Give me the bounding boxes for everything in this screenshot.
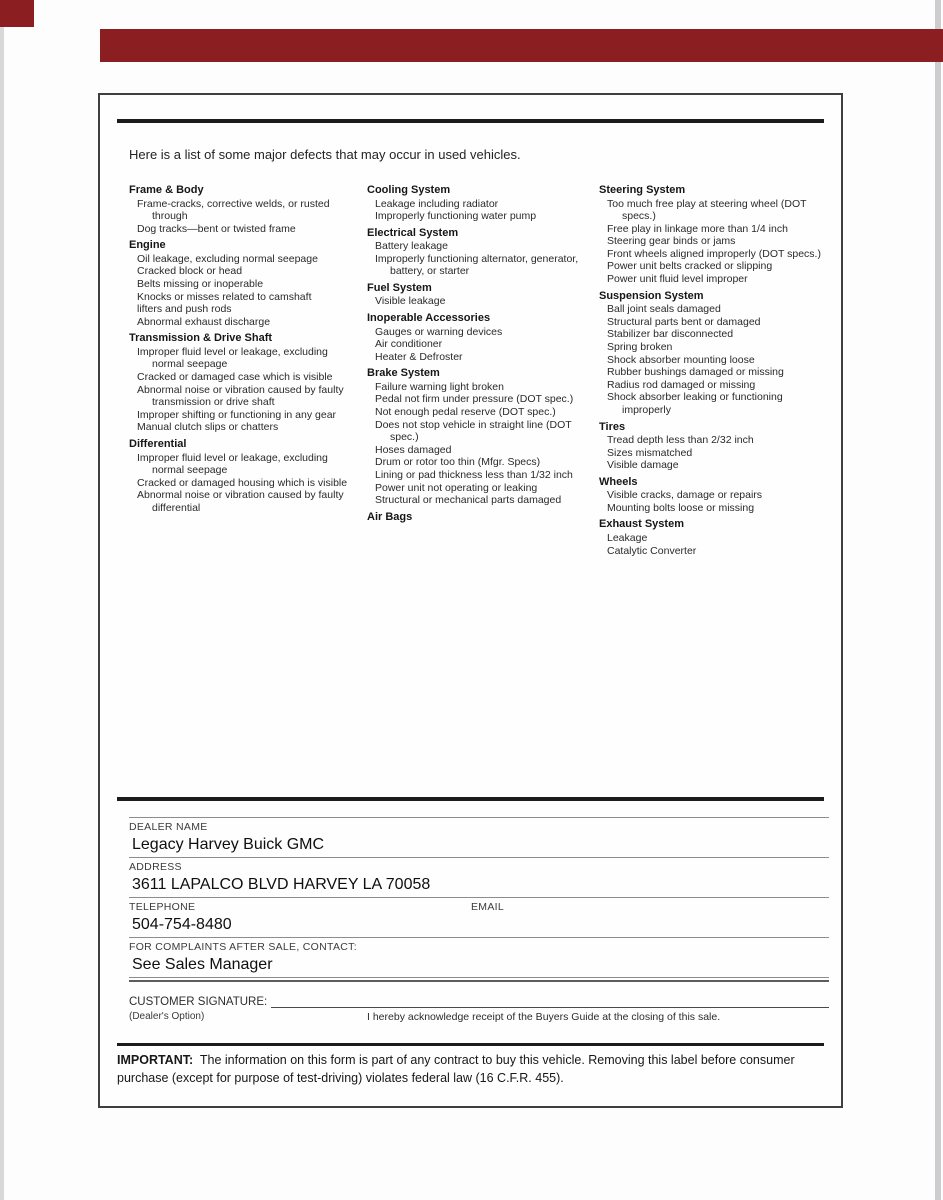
email-label: EMAIL [471,901,505,913]
defect-section [367,184,593,223]
right-edge-shadow [935,0,941,1200]
acknowledgement-text: I hereby acknowledge receipt of the Buyers Guide at the closing of this sale. [367,1011,721,1023]
defect-item: Abnormal exhaust discharge [137,315,271,328]
defect-item: Manual clutch slips or chatters [137,421,279,434]
defect-item: Ball joint seals damaged [607,303,721,316]
dealer-fields [129,817,829,982]
dealer-name-value: Legacy Harvey Buick GMC [132,836,325,853]
defect-item: Oil leakage, excluding normal seepage [137,252,318,265]
defect-section [367,511,593,525]
defect-section-heading: Steering System [599,184,686,196]
defect-item: Power unit not operating or leaking [375,481,538,494]
defect-item: Gauges or warning devices [375,325,503,338]
defect-section-heading: Brake System [367,367,440,380]
defect-section [367,227,593,278]
defect-section [367,367,593,506]
defect-item: Cracked block or head [137,265,243,278]
defect-section-heading: Cooling System [367,184,451,196]
defect-item: Cracked or damaged housing which is visible [137,476,348,489]
defect-item: Lining or pad thickness less than 1/32 inch [375,469,573,481]
defect-item: Improperly functioning alternator, generator, battery, or starter [375,252,579,278]
defect-item: Improper shifting or functioning in any gear [137,408,337,421]
defect-item: Mounting bolts loose or missing [607,501,755,514]
email-cell [471,900,829,935]
telephone-label: TELEPHONE [129,901,196,913]
field-row-dealer-name [129,817,829,858]
important-notice [117,1052,826,1087]
defect-column [367,184,599,561]
defect-section-heading: Frame & Body [129,184,204,196]
defect-item: Leakage [607,531,648,544]
red-banner-fragment-small [0,0,34,27]
dealer-section-rule [117,797,824,801]
defect-item: Rubber bushings damaged or missing [607,366,784,379]
important-text: The information on this form is part of any contract to buy this vehicle. Removing this label before consumer purchase (except for purpose of test-driving) violates federal law (16 C.F.R. 455). [117,1053,795,1085]
defect-item: Abnormal noise or vibration caused by faulty differential [137,489,344,514]
defect-item: Hoses damaged [375,443,452,456]
defect-item: Visible leakage [375,295,446,308]
defect-column [129,184,367,561]
defect-item: Power unit fluid level improper [607,273,748,286]
defect-item: Shock absorber mounting loose [607,353,755,366]
defect-item: Improperly functioning water pump [375,210,537,223]
defect-item: Failure warning light broken [375,380,504,393]
defect-item: Catalytic Converter [607,544,697,557]
defect-column [599,184,829,561]
defect-item: Free play in linkage more than 1/4 inch [607,222,788,235]
defect-section-heading: Wheels [599,475,638,488]
defect-section-heading: Exhaust System [599,518,684,531]
defect-section [599,421,823,472]
defect-item: Steering gear binds or jams [607,235,736,248]
defect-item: Too much free play at steering wheel (DOT specs.) [607,197,807,223]
defect-section-heading: Electrical System [367,226,459,239]
field-row-telephone-email [129,898,829,938]
top-divider-rule [117,119,824,123]
defect-item: Pedal not firm under pressure (DOT spec.) [375,393,574,406]
important-label: IMPORTANT: [117,1053,194,1067]
field-row-complaints [129,938,829,978]
defect-item: Improper fluid level or leakage, excluding normal seepage [137,451,328,477]
defect-item: Battery leakage [375,240,448,253]
defect-section [129,438,361,514]
defect-item: Radius rod damaged or missing [607,378,756,391]
defect-item: Heater & Defroster [375,350,463,363]
dealers-option-note: (Dealer's Option) [129,1011,205,1022]
defect-item: Front wheels aligned improperly (DOT specs.) [607,247,821,260]
defect-item: Power unit belts cracked or slipping [607,260,773,273]
defect-section-heading: Fuel System [367,281,432,294]
defect-item: Knocks or misses related to camshaft [137,290,312,303]
defect-section [599,476,823,515]
defect-item: Dog tracks—bent or twisted frame [137,222,296,235]
defect-item: Visible cracks, damage or repairs [607,489,763,502]
defect-item: Structural parts bent or damaged [607,315,761,328]
customer-signature-block [129,995,829,1023]
defect-item: Abnormal noise or vibration caused by faulty transmission or drive shaft [137,383,344,409]
complaints-double-line [129,980,829,982]
signature-subrow [129,1011,829,1023]
defect-item: Shock absorber leaking or functioning improperly [607,391,783,416]
defect-section-heading: Suspension System [599,289,704,302]
field-row-address [129,858,829,898]
defect-section [367,282,593,308]
address-value: 3611 LAPALCO BLVD HARVEY LA 70058 [132,876,431,893]
defect-section-heading: Inoperable Accessories [367,312,491,325]
defect-item: Tread depth less than 2/32 inch [607,434,754,446]
customer-signature-label: CUSTOMER SIGNATURE: [129,996,268,1008]
defect-section [129,184,361,235]
defect-item: Belts missing or inoperable [137,277,264,290]
defect-section [129,332,361,434]
defect-section-heading: Engine [129,239,166,252]
red-banner-fragment-wide [100,29,943,62]
defect-section [599,290,823,417]
customer-signature-row [129,995,829,1008]
defect-item: Stabilizer bar disconnected [607,328,734,341]
defect-item: Air conditioner [375,338,443,351]
defect-item: Does not stop vehicle in straight line (DOT spec.) [375,418,572,444]
telephone-value: 504-754-8480 [132,916,232,933]
complaints-value: See Sales Manager [132,956,273,973]
defect-item: Not enough pedal reserve (DOT spec.) [375,406,556,419]
defect-section [129,239,361,328]
defect-item: Drum or rotor too thin (Mfgr. Specs) [375,456,541,469]
intro-text: Here is a list of some major defects that may occur in used vehicles. [129,147,521,162]
defect-item: lifters and push rods [137,303,232,316]
defect-item: Sizes mismatched [607,446,693,459]
telephone-cell [129,900,471,935]
defect-item: Frame-cracks, corrective welds, or rusted through [137,197,330,223]
address-label: ADDRESS [129,861,182,873]
left-edge-shadow [0,0,4,1200]
defect-item: Visible damage [607,459,679,472]
signature-line [271,995,829,1008]
email-value [471,914,829,935]
defect-item: Cracked or damaged case which is visible [137,371,333,384]
defect-item: Spring broken [607,340,673,353]
defect-item: Improper fluid level or leakage, excluding normal seepage [137,345,328,371]
dealer-name-label: DEALER NAME [129,821,208,833]
defect-item: Structural or mechanical parts damaged [375,494,562,507]
defects-columns [129,184,829,561]
defect-section [599,518,823,557]
defect-section [367,312,593,363]
defect-section-heading: Tires [599,420,626,433]
buyers-guide-back-page [98,93,843,1108]
important-rule [117,1043,824,1046]
defect-section-heading: Air Bags [367,510,413,523]
defect-item: Leakage including radiator [375,197,499,210]
defect-section-heading: Transmission & Drive Shaft [129,332,273,345]
defect-section-heading: Differential [129,438,187,450]
complaints-label: FOR COMPLAINTS AFTER SALE, CONTACT: [129,941,357,953]
defect-section [599,184,823,286]
